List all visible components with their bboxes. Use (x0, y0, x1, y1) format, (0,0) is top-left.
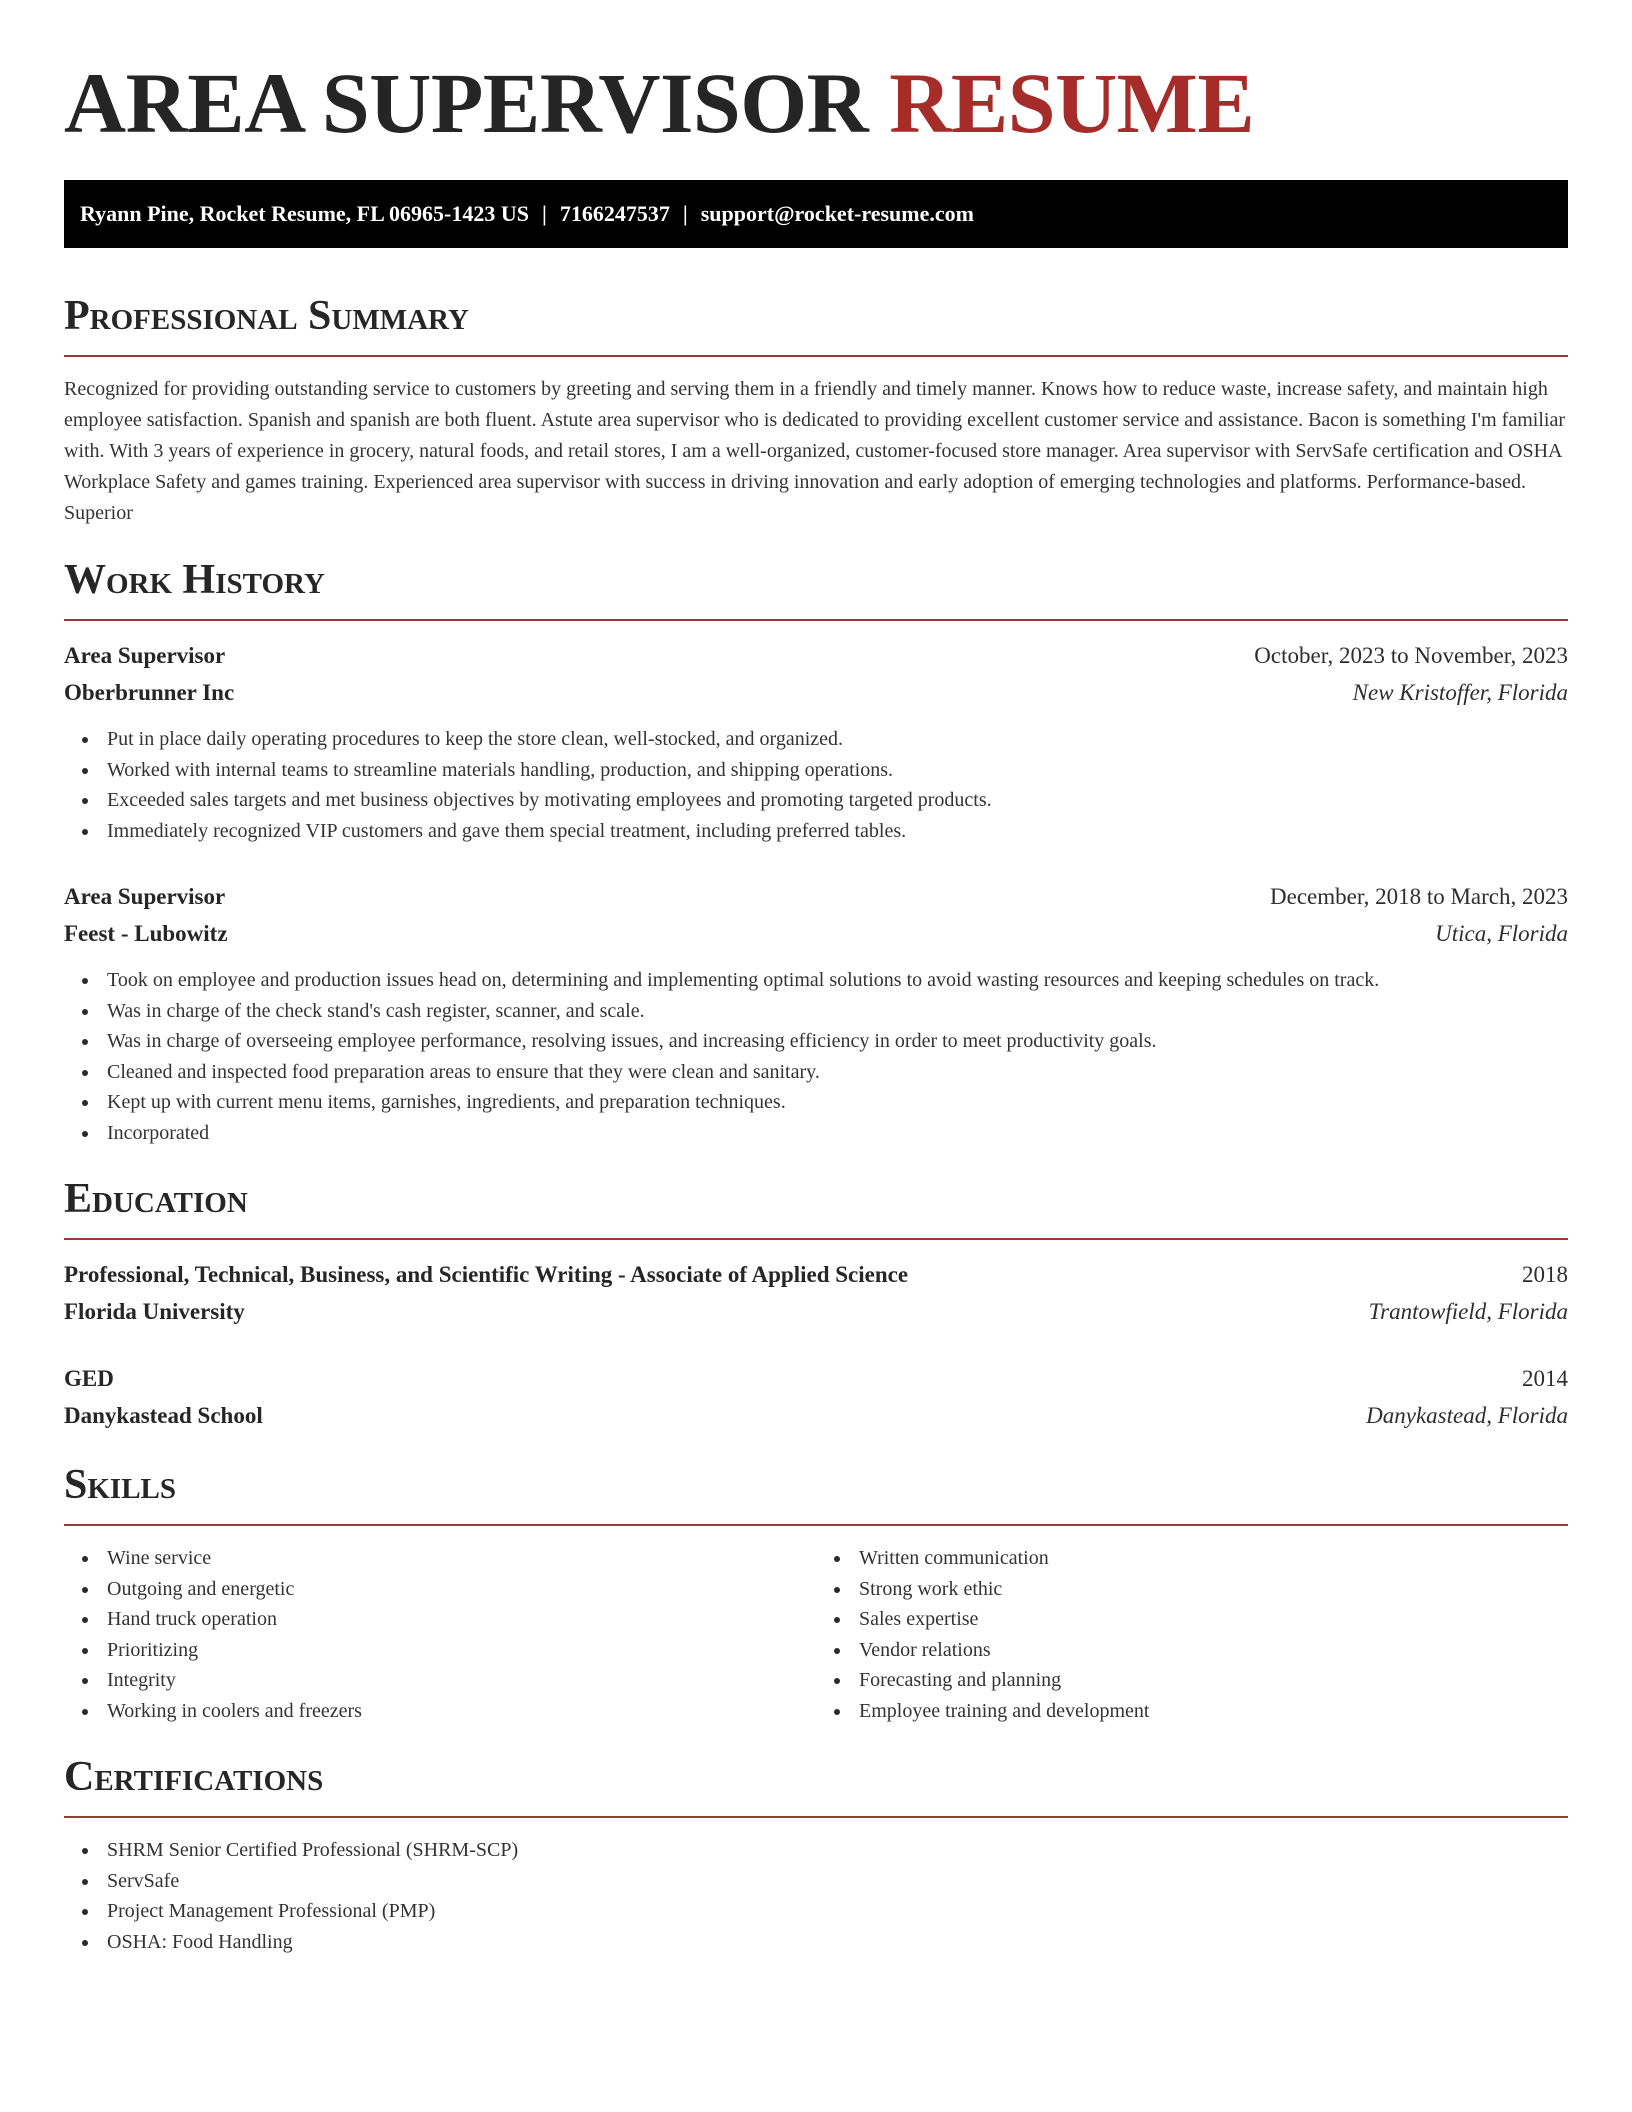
job-dates: December, 2018 to March, 2023 (1270, 884, 1568, 909)
skills-list-left (64, 1543, 816, 1726)
degree-name: Professional, Technical, Business, and Scientific Writing - Associate of Applied Science (64, 1262, 909, 1287)
skills-heading: Skills (64, 1462, 177, 1508)
skill-item: Written communication (816, 1543, 1568, 1574)
graduation-year: 2018 (1522, 1262, 1568, 1287)
skill-item: Vendor relations (816, 1635, 1568, 1666)
summary-section (64, 288, 1568, 529)
job-company: Feest - Lubowitz (64, 921, 228, 946)
job-entry (64, 878, 1568, 1148)
summary-heading: Professional Summary (64, 293, 469, 339)
summary-text: Recognized for providing outstanding service to customers by greeting and serving them in a friendly and timely manner. Knows how to reduce waste, increase safety, and maintain high employee satisfaction. Spanish and spanish are both fluent. Astute area supervisor who is dedicated to providing excellent customer service and assistance. Bacon is something I'm familiar with. With 3 years of experience in grocery, natural foods, and retail stores, I am a well-organized, customer-focused store manager. Area supervisor with ServSafe certification and OSHA Workplace Safety and games training. Experienced area supervisor with success in driving innovation and early adoption of emerging technologies and platforms. Performance-based. Superior (64, 378, 1565, 524)
list-item: Was in charge of overseeing employee performance, resolving issues, and increasing efficiency in order to meet productivity goals. (64, 1026, 1568, 1057)
resume-title (64, 48, 1568, 158)
certification-item: ServSafe (64, 1866, 1568, 1897)
job-location: New Kristoffer, Florida (1352, 680, 1568, 705)
skills-grid (64, 1543, 1568, 1726)
education-heading: Education (64, 1176, 248, 1222)
certification-item: SHRM Senior Certified Professional (SHRM-SCP) (64, 1835, 1568, 1866)
skill-item: Forecasting and planning (816, 1665, 1568, 1696)
contact-address: Ryann Pine, Rocket Resume, FL 06965-1423 US (80, 201, 530, 226)
list-item: Cleaned and inspected food preparation areas to ensure that they were clean and sanitary. (64, 1057, 1568, 1088)
job-duties-list (64, 724, 1568, 846)
skill-item: Prioritizing (64, 1635, 816, 1666)
graduation-year: 2014 (1522, 1366, 1568, 1391)
skill-item: Hand truck operation (64, 1604, 816, 1635)
contact-phone: 7166247537 (559, 201, 670, 226)
skill-item: Sales expertise (816, 1604, 1568, 1635)
list-item: Took on employee and production issues head on, determining and implementing optimal solutions to avoid wasting resources and keeping schedules on track. (64, 965, 1568, 996)
education-entry (64, 1256, 1568, 1330)
contact-separator: | (542, 201, 547, 226)
list-item: Was in charge of the check stand's cash register, scanner, and scale. (64, 996, 1568, 1027)
title-accent: RESUME (889, 55, 1255, 151)
skill-item: Employee training and development (816, 1696, 1568, 1727)
certification-item: Project Management Professional (PMP) (64, 1896, 1568, 1927)
certifications-list (64, 1835, 1568, 1957)
section-divider (64, 1524, 1568, 1526)
certification-item: OSHA: Food Handling (64, 1927, 1568, 1958)
title-main: AREA SUPERVISOR (64, 55, 869, 151)
school-location: Trantowfield, Florida (1368, 1299, 1568, 1324)
section-divider (64, 619, 1568, 621)
education-section (64, 1171, 1568, 1434)
section-divider (64, 1238, 1568, 1240)
list-item: Put in place daily operating procedures to keep the store clean, well-stocked, and organized. (64, 724, 1568, 755)
contact-separator: | (682, 201, 688, 226)
section-divider (64, 355, 1568, 357)
list-item: Kept up with current menu items, garnishes, ingredients, and preparation techniques. (64, 1087, 1568, 1118)
work-history-section (64, 552, 1568, 1148)
job-dates: October, 2023 to November, 2023 (1254, 643, 1568, 668)
skills-list-right (816, 1543, 1568, 1726)
education-entry (64, 1360, 1568, 1434)
job-title: Area Supervisor (64, 643, 226, 668)
contact-email: support@rocket-resume.com (700, 201, 974, 226)
school-name: Florida University (64, 1299, 245, 1324)
work-history-heading: Work History (64, 557, 325, 603)
job-location: Utica, Florida (1435, 921, 1568, 946)
skill-item: Working in coolers and freezers (64, 1696, 816, 1727)
job-company: Oberbrunner Inc (64, 680, 235, 705)
degree-name: GED (64, 1366, 114, 1391)
skill-item: Strong work ethic (816, 1574, 1568, 1605)
section-divider (64, 1816, 1568, 1818)
list-item: Worked with internal teams to streamline materials handling, production, and shipping operations. (64, 755, 1568, 786)
job-duties-list (64, 965, 1568, 1148)
list-item: Immediately recognized VIP customers and gave them special treatment, including preferred tables. (64, 816, 1568, 847)
certifications-heading: Certifications (64, 1754, 324, 1800)
school-location: Danykastead, Florida (1366, 1403, 1568, 1428)
job-entry (64, 637, 1568, 846)
list-item: Incorporated (64, 1118, 1568, 1149)
skill-item: Outgoing and energetic (64, 1574, 816, 1605)
school-name: Danykastead School (64, 1403, 263, 1428)
contact-bar (64, 180, 1568, 248)
skill-item: Wine service (64, 1543, 816, 1574)
skills-section (64, 1457, 1568, 1726)
list-item: Exceeded sales targets and met business objectives by motivating employees and promoting targeted products. (64, 785, 1568, 816)
job-title: Area Supervisor (64, 884, 226, 909)
skill-item: Integrity (64, 1665, 816, 1696)
certifications-section (64, 1749, 1568, 1957)
